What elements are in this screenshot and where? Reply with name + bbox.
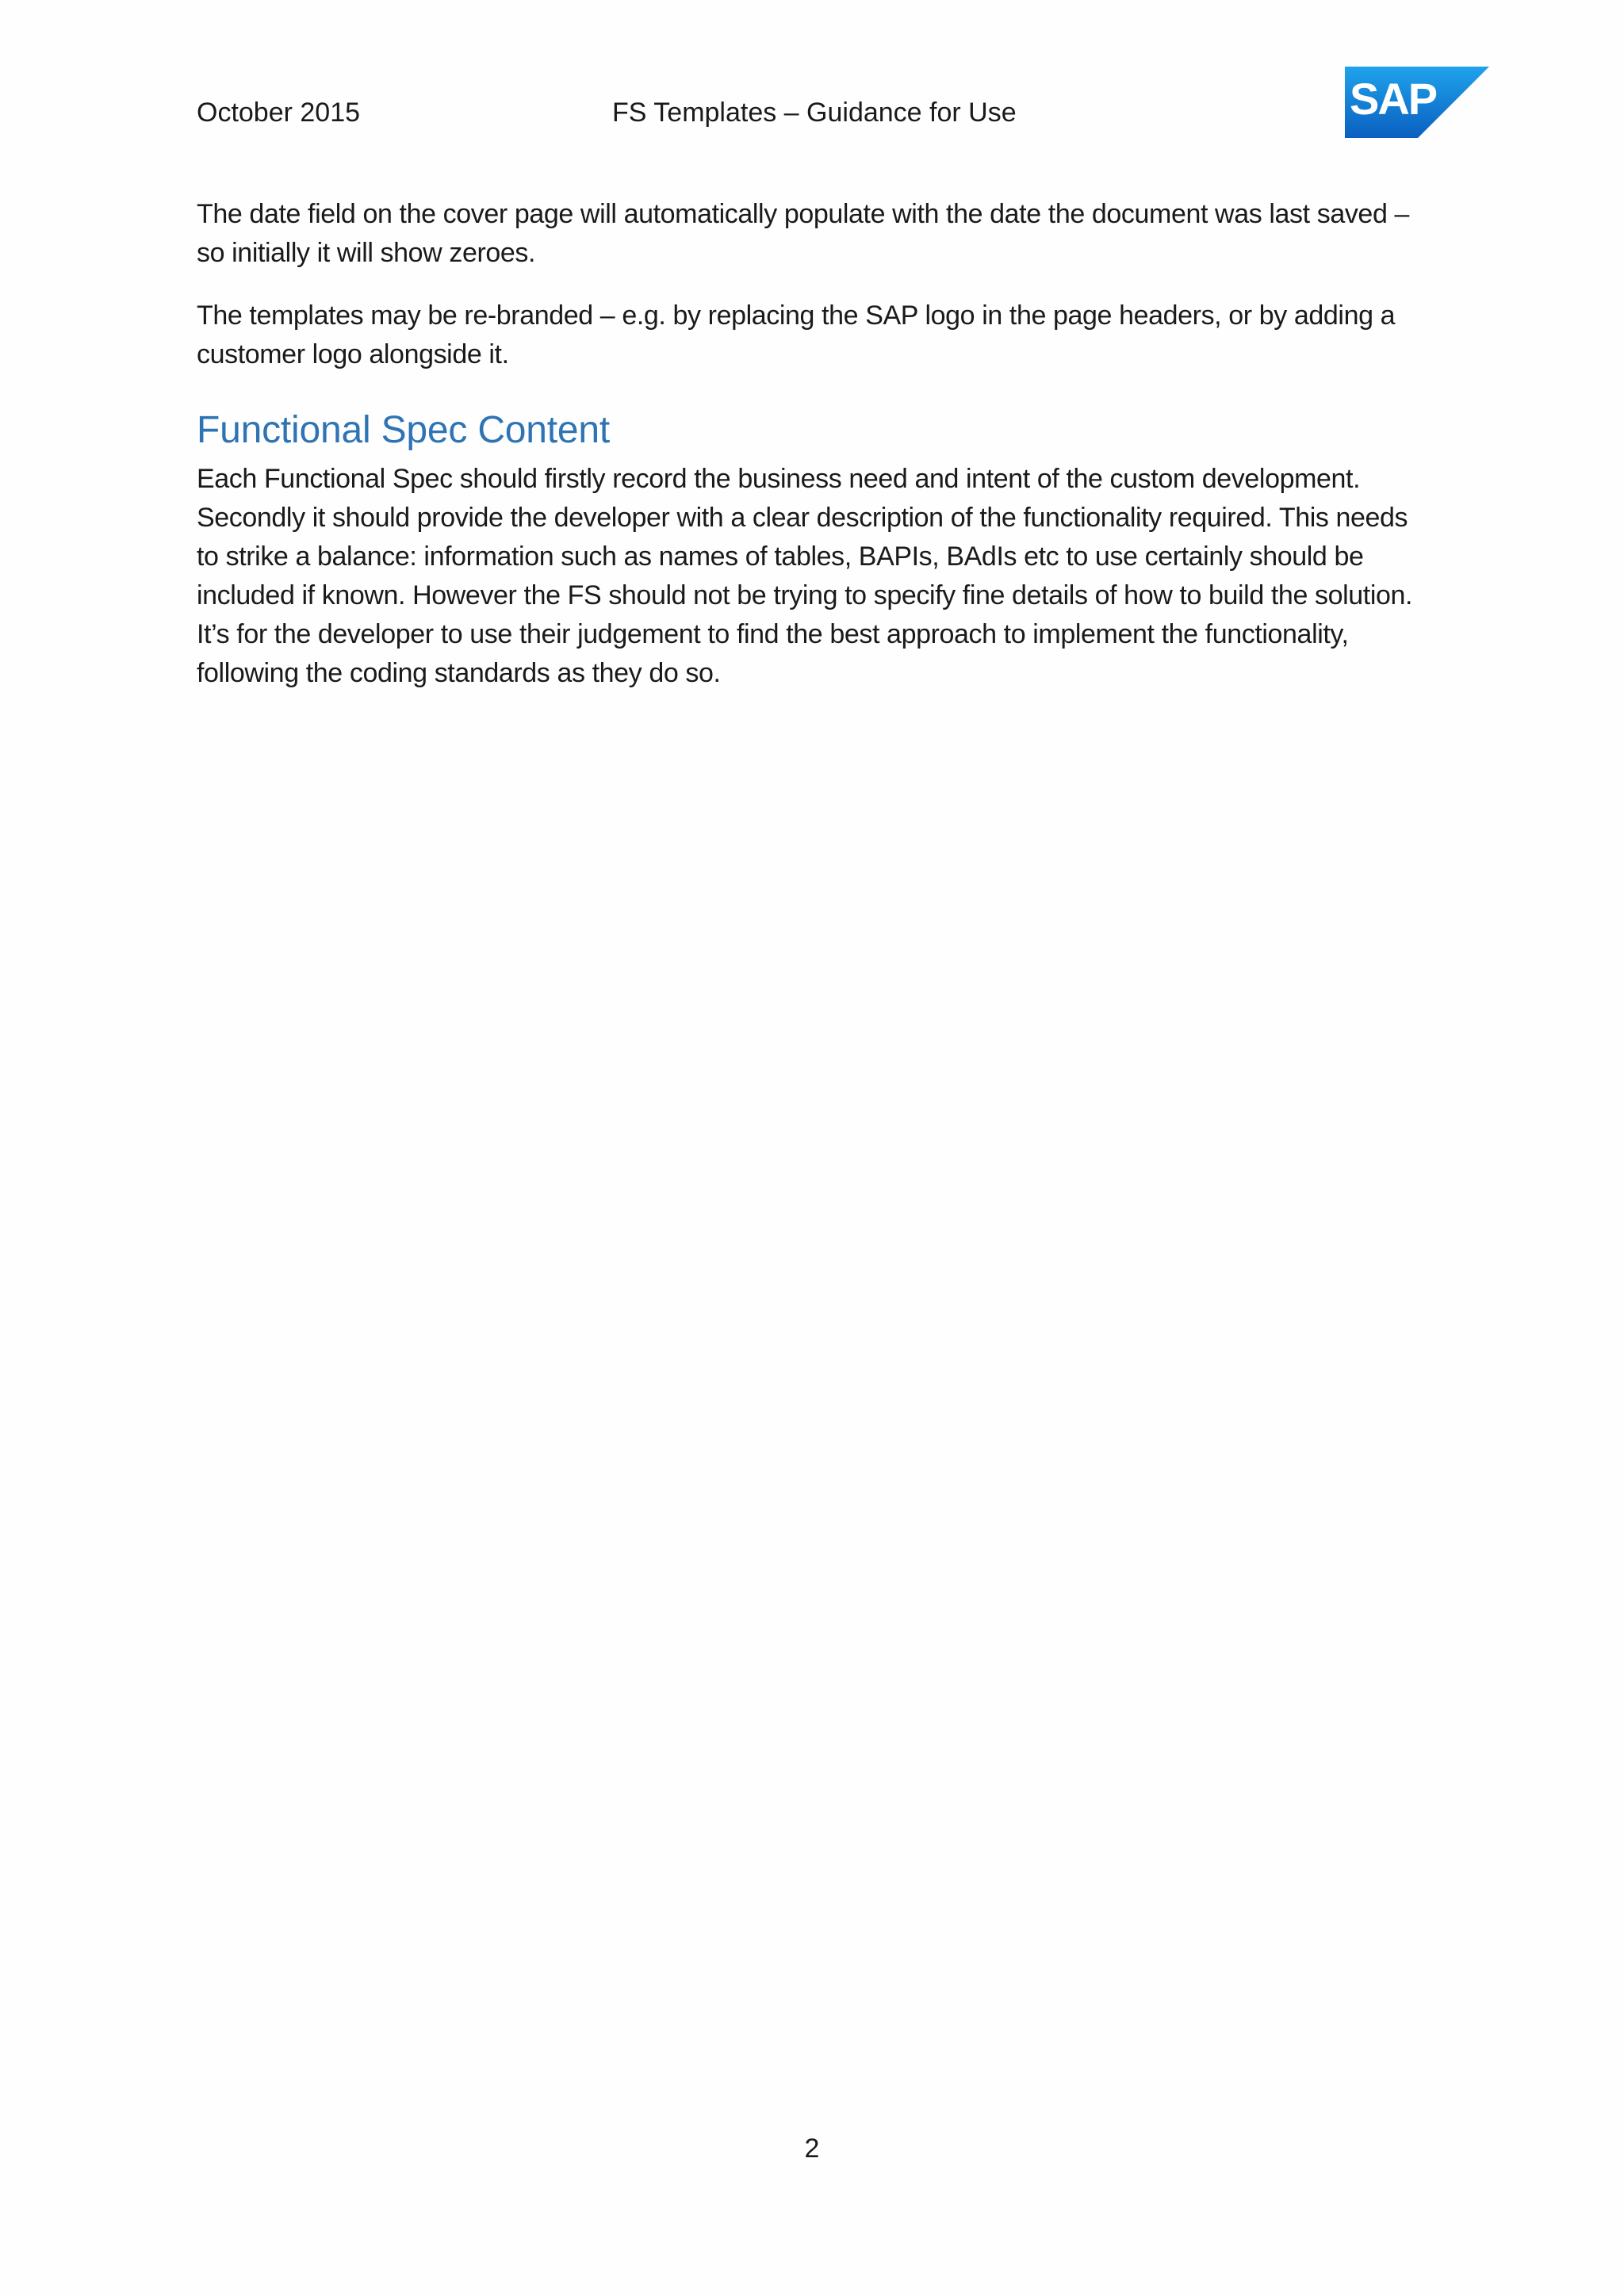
sap-logo — [1345, 67, 1489, 138]
page-header — [197, 94, 1497, 141]
sap-logo-text: SAP — [1350, 74, 1437, 124]
sap-logo-registered-mark: ® — [1434, 124, 1441, 136]
paragraph-date-field: The date field on the cover page will automatically populate with the date the document was last saved – so initially it will show zeroes. — [197, 199, 1410, 268]
page-number: 2 — [804, 2133, 820, 2164]
main-content — [197, 195, 1434, 693]
header-title: FS Templates – Guidance for Use — [612, 98, 1017, 128]
section-heading: Functional Spec Content — [197, 409, 611, 451]
header-date: October 2015 — [197, 98, 361, 128]
paragraph-rebranding: The templates may be re-branded – e.g. by replacing the SAP logo in the page headers, or by adding a customer logo alongside it. — [197, 300, 1396, 369]
paragraph-functional-spec: Each Functional Spec should firstly record the business need and intent of the custom development. Secondly it should provide the developer with a clear description of the functionality required. This needs to strike a balance: information such as names of tables, BAPIs, BAdIs etc to use certainly should be included if known. However the FS should not be trying to specify fine details of how to build the solution. It’s for the developer to use their judgement to find the best approach to implement the functionality, following the coding standards as they do so. — [197, 464, 1413, 688]
